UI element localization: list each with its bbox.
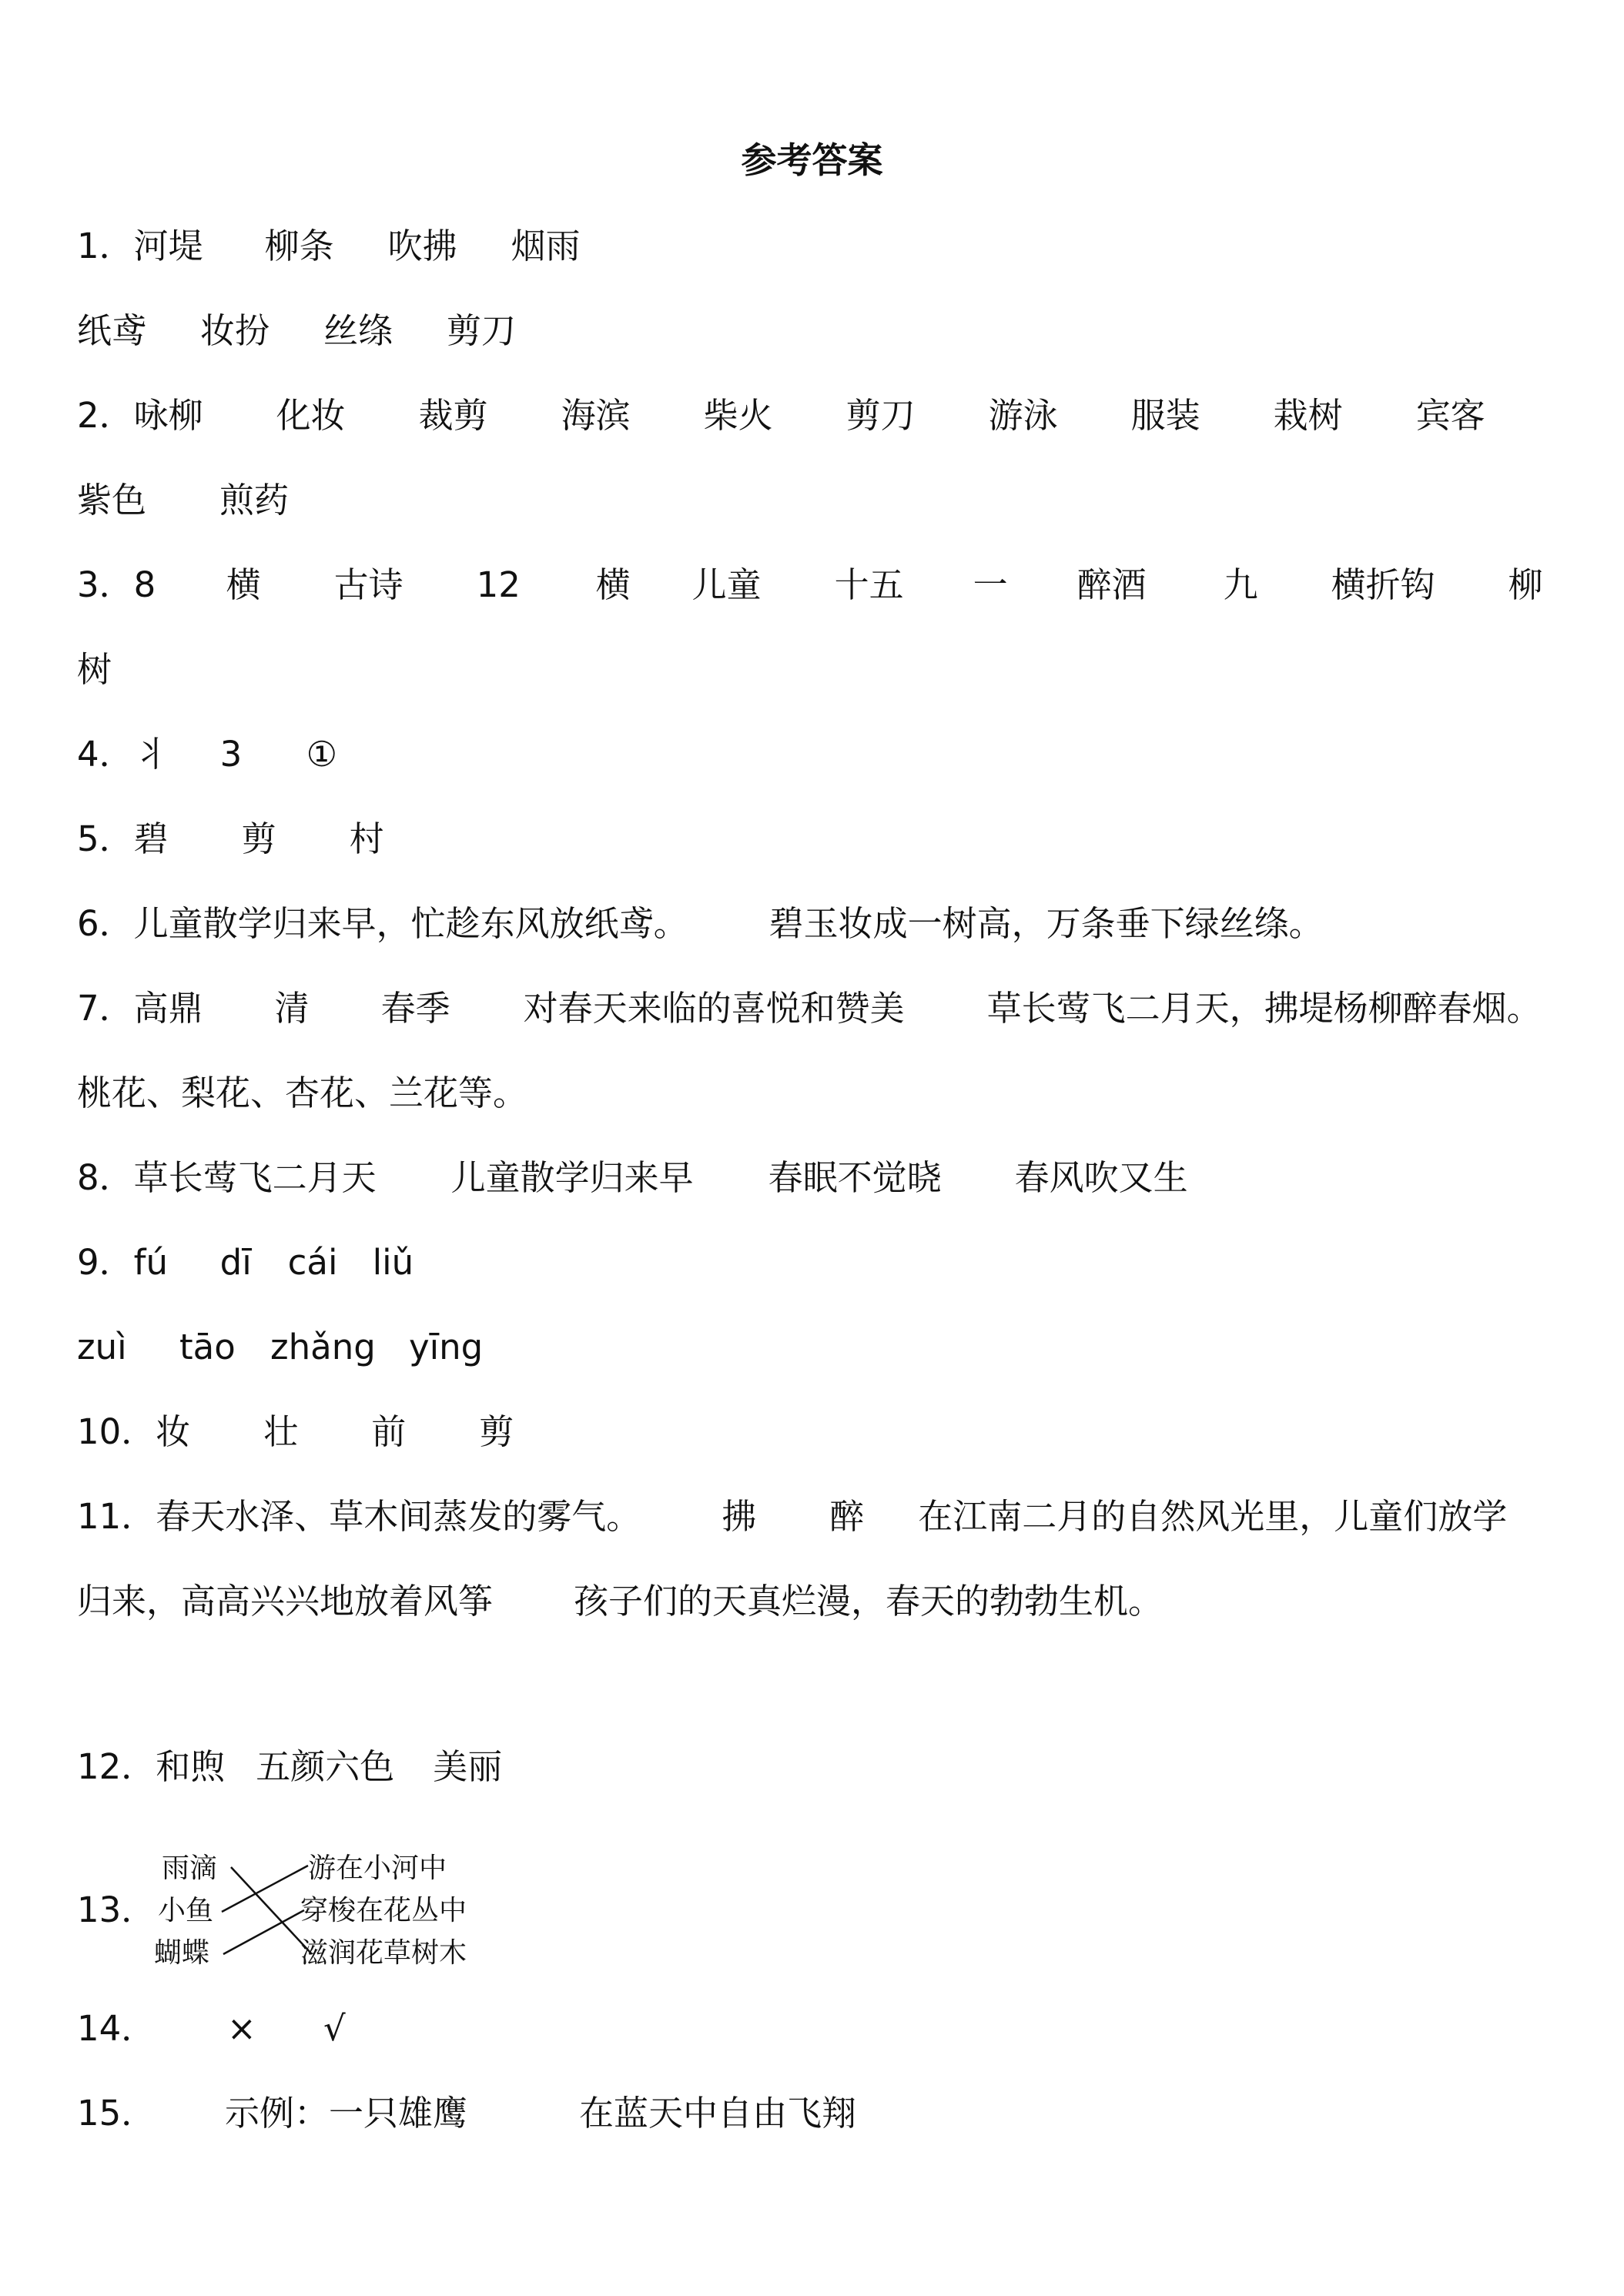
answer-number: 1． <box>77 226 134 266</box>
answer-number: 11． <box>77 1496 156 1537</box>
answer-item: 栽树 <box>1273 395 1343 436</box>
answer-item: cái <box>287 1242 338 1283</box>
answer-item: 示例：一只雄鹰 <box>225 2093 468 2134</box>
answer-item: 化妆 <box>276 395 346 436</box>
answer-number: 2． <box>77 395 134 436</box>
answer-item: 剪刀 <box>447 310 517 351</box>
answer-number: 5． <box>77 818 134 859</box>
answer-item: 对春天来临的喜悦和赞美 <box>523 988 905 1029</box>
answer-item: 春眠不觉晓 <box>768 1157 942 1198</box>
answer-11-line-2 <box>77 1578 1163 1625</box>
answer-9-line-1 <box>77 1240 414 1286</box>
answer-item: 春季 <box>380 988 450 1029</box>
answer-number: 7． <box>77 988 134 1029</box>
answer-item: 草长莺飞二月天 <box>133 1157 377 1198</box>
answer-item: 在蓝天中自由飞翔 <box>579 2093 857 2134</box>
answer-item: 前 <box>371 1411 407 1452</box>
answer-item: 柳 <box>1508 564 1543 605</box>
answer-item: 孩子们的天真烂漫，春天的勃勃生机。 <box>574 1581 1164 1622</box>
answer-item: 横折钩 <box>1331 564 1435 605</box>
answer-item: 一 <box>973 564 1008 605</box>
answer-item: 春风吹又生 <box>1014 1157 1188 1198</box>
answer-item: 高鼎 <box>133 988 203 1029</box>
answer-item: 咏柳 <box>133 395 203 436</box>
answer-item: 春天水泽、草木间蒸发的雾气。 <box>156 1496 641 1537</box>
answer-item: 五颜六色 <box>256 1746 395 1787</box>
answer-item: 十五 <box>834 564 904 605</box>
answer-item: 裁剪 <box>418 395 488 436</box>
match-left-item: 蝴蝶 <box>154 1937 210 1969</box>
answer-item: 九 <box>1223 564 1258 605</box>
answer-item: 美丽 <box>433 1746 503 1787</box>
answer-13-matching <box>77 1842 508 1981</box>
answer-item: liǔ <box>372 1242 414 1283</box>
answer-item: 紫色 <box>77 480 147 520</box>
answer-item: 醉 <box>829 1496 865 1537</box>
answer-item: ① <box>306 734 337 775</box>
match-left-item: 小鱼 <box>158 1895 214 1926</box>
answer-item: 游泳 <box>988 395 1058 436</box>
answer-item: 古诗 <box>333 564 403 605</box>
answer-item: 在江南二月的自然风光里，儿童们放学 <box>918 1496 1508 1537</box>
answer-1-line-2 <box>77 308 516 354</box>
answer-item: 丬 <box>133 734 169 775</box>
answer-item: tāo <box>179 1327 236 1367</box>
answer-11-line-1 <box>77 1494 1507 1540</box>
answer-number: 9． <box>77 1242 134 1283</box>
match-right-item: 游在小河中 <box>308 1853 447 1884</box>
answer-item: dī <box>219 1242 252 1283</box>
answer-item: 儿童 <box>691 564 762 605</box>
answer-14 <box>77 2006 346 2052</box>
answer-item: 桃花、梨花、杏花、兰花等。 <box>77 1073 528 1113</box>
answer-item: 妆扮 <box>200 310 270 351</box>
answer-item: 儿童散学归来早，忙趁东风放纸鸢。 <box>133 903 688 944</box>
answer-8 <box>77 1155 1188 1201</box>
answer-item: 柴火 <box>703 395 773 436</box>
match-left-item: 雨滴 <box>162 1853 218 1884</box>
answer-2-line-2 <box>77 477 289 524</box>
answer-item: 壮 <box>263 1411 299 1452</box>
answer-item: 儿童散学归来早 <box>450 1157 694 1198</box>
answer-item: 丝绦 <box>323 310 393 351</box>
answer-number: 3． <box>77 564 134 605</box>
answer-12 <box>77 1744 502 1790</box>
answer-5 <box>77 816 384 862</box>
answer-3-line-2 <box>77 647 112 693</box>
answer-item: 树 <box>77 649 112 690</box>
answer-item: 横 <box>595 564 631 605</box>
answer-9-line-2 <box>77 1324 483 1371</box>
match-right-item: 滋润花草树木 <box>300 1937 467 1969</box>
answer-item: 8 <box>133 564 156 605</box>
answer-item: 河堤 <box>133 226 203 266</box>
answer-item: 烟雨 <box>511 226 581 266</box>
answer-item: fú <box>133 1242 169 1283</box>
answer-2-line-1 <box>77 393 1485 439</box>
page-title: 参考答案 <box>741 139 883 181</box>
answer-item: zuì <box>77 1327 127 1367</box>
answer-number: 6． <box>77 903 134 944</box>
answer-item: 草长莺飞二月天，拂堤杨柳醉春烟。 <box>986 988 1542 1029</box>
answer-item: 剪 <box>241 818 276 859</box>
answer-item: 海滨 <box>561 395 631 436</box>
answer-item: 和煦 <box>156 1746 226 1787</box>
answer-item: 横 <box>226 564 261 605</box>
answer-7-line-1 <box>77 986 1542 1032</box>
answer-item: √ <box>323 2008 346 2049</box>
answer-item: zhǎng <box>270 1327 376 1367</box>
answer-number: 10． <box>77 1411 156 1452</box>
answer-number: 4． <box>77 734 134 775</box>
matching-diagram <box>77 1842 508 1981</box>
answer-6 <box>77 901 1324 947</box>
answer-number: 13． <box>77 1889 156 1930</box>
match-right-item: 穿梭在花丛中 <box>300 1895 467 1926</box>
answer-item: 剪 <box>479 1411 514 1452</box>
answer-15 <box>77 2090 856 2137</box>
answer-item: 煎药 <box>219 480 290 520</box>
answer-item: 吹拂 <box>387 226 457 266</box>
answer-number: 15． <box>77 2093 156 2134</box>
answer-item: 清 <box>274 988 310 1029</box>
answer-item: 纸鸢 <box>77 310 147 351</box>
answer-item: 妆 <box>156 1411 191 1452</box>
answer-item: × <box>227 2008 256 2049</box>
answer-number: 14． <box>77 2008 156 2049</box>
answer-item: 柳条 <box>264 226 334 266</box>
answer-number: 12． <box>77 1746 156 1787</box>
answer-item: 醉酒 <box>1077 564 1147 605</box>
answer-number: 8． <box>77 1157 134 1198</box>
answer-item: 3 <box>219 734 243 775</box>
answer-item: 归来，高高兴兴地放着风筝 <box>77 1581 494 1622</box>
answer-1-line-1 <box>77 223 581 269</box>
answer-item: 村 <box>349 818 384 859</box>
answer-item: 服装 <box>1130 395 1200 436</box>
answer-item: 宾客 <box>1415 395 1485 436</box>
answer-10 <box>77 1409 514 1455</box>
answer-7-line-2 <box>77 1070 527 1116</box>
answer-item: 碧 <box>133 818 169 859</box>
answer-item: yīng <box>409 1327 484 1367</box>
answer-item: 拂 <box>722 1496 757 1537</box>
answer-3-line-1 <box>77 562 1543 608</box>
answer-item: 碧玉妆成一树高，万条垂下绿丝绦。 <box>768 903 1324 944</box>
answer-4 <box>77 731 337 778</box>
answer-item: 12 <box>476 564 521 605</box>
answer-item: 剪刀 <box>845 395 916 436</box>
